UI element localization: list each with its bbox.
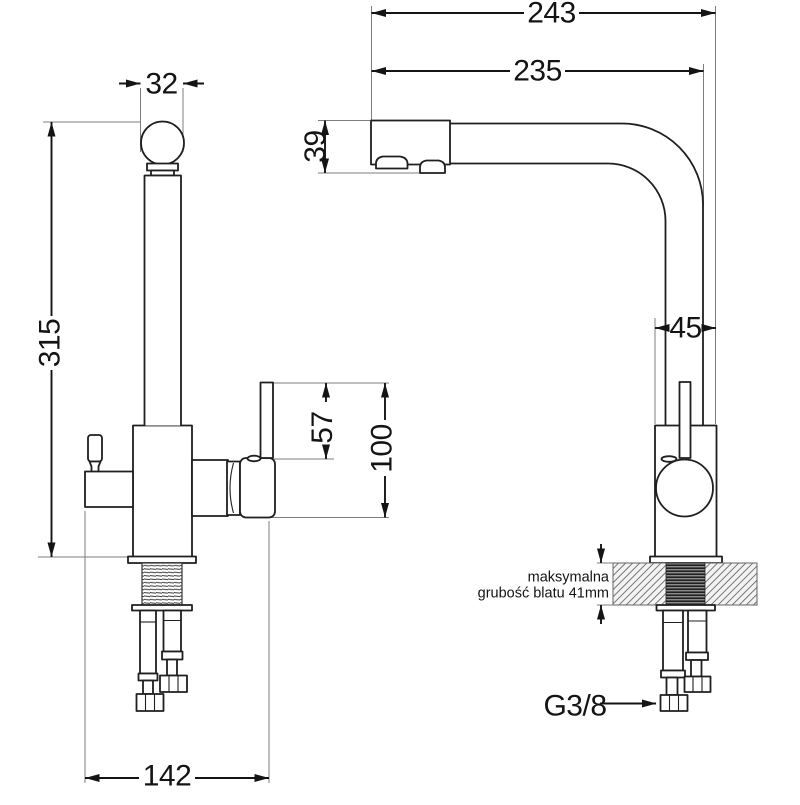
front-base-plate bbox=[128, 557, 196, 564]
side-aerator-2 bbox=[420, 161, 445, 174]
side-lever bbox=[680, 382, 691, 458]
dimension-labels bbox=[34, 0, 702, 793]
label-hose-width: 142 bbox=[142, 759, 192, 793]
label-spout-head-height: 39 bbox=[299, 130, 332, 163]
label-total-height: 315 bbox=[33, 318, 67, 368]
front-supply-hoses bbox=[137, 611, 188, 712]
side-ball-joint bbox=[656, 460, 713, 517]
side-spout-inner bbox=[450, 164, 666, 426]
label-lever-to-handle-bottom: 100 bbox=[365, 424, 399, 473]
front-body bbox=[133, 426, 192, 558]
counter-note-line1: maksymalna bbox=[527, 569, 609, 586]
front-mixer-handle bbox=[192, 383, 275, 518]
label-body-width: 45 bbox=[669, 311, 702, 345]
front-column bbox=[145, 176, 182, 426]
thread-label-arrow bbox=[600, 700, 657, 708]
label-lever-to-handle-top: 57 bbox=[306, 411, 339, 444]
front-view-faucet bbox=[85, 122, 275, 712]
front-threaded-shank bbox=[142, 563, 182, 605]
front-filter-lever bbox=[88, 435, 102, 472]
side-view-faucet bbox=[371, 121, 757, 712]
side-threaded-shank bbox=[666, 563, 705, 605]
label-spout-depth: 235 bbox=[513, 54, 562, 88]
side-aerator-1 bbox=[376, 157, 408, 169]
front-spout-head bbox=[141, 122, 184, 176]
label-spout-head-width: 32 bbox=[145, 67, 178, 101]
side-base-plate bbox=[650, 557, 722, 564]
front-side-arm bbox=[85, 472, 133, 508]
side-lever-pivot bbox=[662, 456, 677, 462]
label-thread-size: G3/8 bbox=[543, 689, 607, 723]
label-overall-depth: 243 bbox=[527, 0, 576, 30]
counter-note-line2: grubość blatu 41mm bbox=[477, 585, 609, 602]
side-supply-hoses bbox=[661, 611, 711, 712]
